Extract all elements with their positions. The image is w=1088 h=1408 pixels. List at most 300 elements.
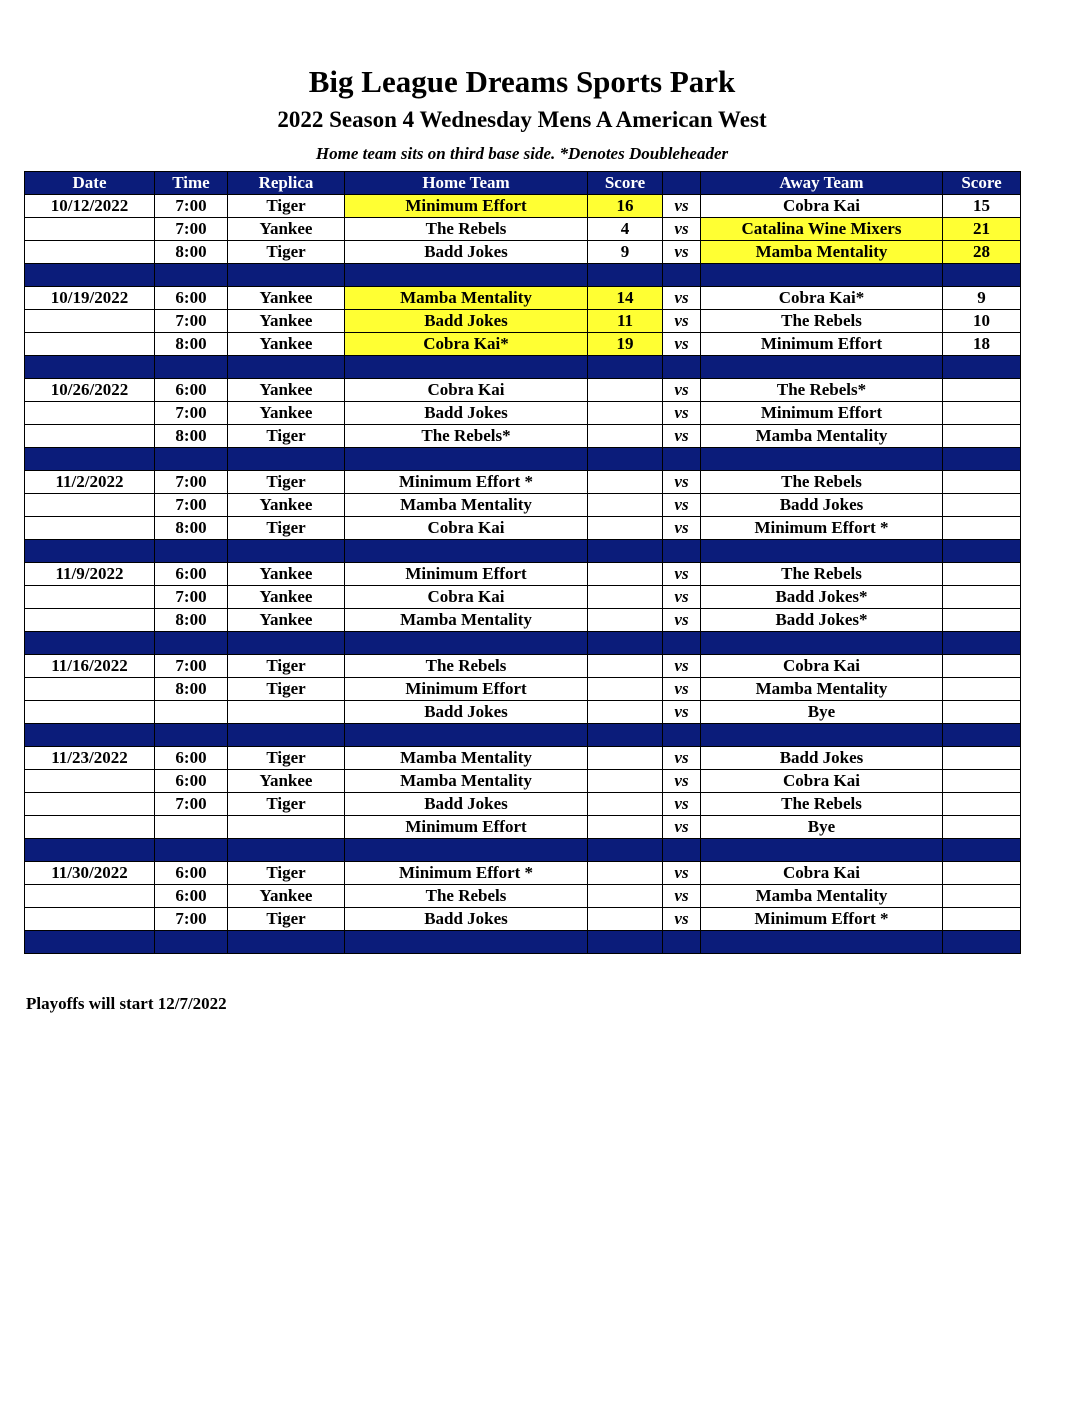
vs-cell: vs — [663, 287, 701, 310]
separator-cell — [943, 632, 1021, 655]
away-team-cell: Badd Jokes — [701, 494, 943, 517]
time-cell: 7:00 — [155, 586, 228, 609]
away-team-cell: Mamba Mentality — [701, 241, 943, 264]
separator-cell — [588, 264, 663, 287]
separator-cell — [228, 632, 345, 655]
column-header-replica: Replica — [228, 172, 345, 195]
column-header-away-score: Score — [943, 172, 1021, 195]
time-cell: 7:00 — [155, 310, 228, 333]
time-cell: 8:00 — [155, 425, 228, 448]
separator-cell — [943, 839, 1021, 862]
home-score-cell — [588, 563, 663, 586]
table-row — [25, 195, 1021, 218]
home-team-cell: Mamba Mentality — [345, 770, 588, 793]
vs-cell: vs — [663, 333, 701, 356]
separator-cell — [701, 632, 943, 655]
separator-cell — [943, 448, 1021, 471]
separator-cell — [25, 839, 155, 862]
away-score-cell: 9 — [943, 287, 1021, 310]
away-team-cell: Badd Jokes* — [701, 586, 943, 609]
table-row — [25, 908, 1021, 931]
time-cell: 7:00 — [155, 471, 228, 494]
replica-cell: Tiger — [228, 678, 345, 701]
separator-cell — [663, 724, 701, 747]
schedule-table — [24, 171, 1021, 954]
home-score-cell — [588, 655, 663, 678]
time-cell: 7:00 — [155, 195, 228, 218]
separator-cell — [943, 540, 1021, 563]
table-row — [25, 517, 1021, 540]
separator-cell — [228, 540, 345, 563]
away-score-cell — [943, 701, 1021, 724]
date-cell — [25, 701, 155, 724]
vs-cell: vs — [663, 793, 701, 816]
replica-cell: Tiger — [228, 655, 345, 678]
column-header-home-score: Score — [588, 172, 663, 195]
vs-cell: vs — [663, 747, 701, 770]
time-cell: 7:00 — [155, 402, 228, 425]
separator-cell — [25, 264, 155, 287]
date-cell — [25, 402, 155, 425]
replica-cell — [228, 701, 345, 724]
home-score-cell: 19 — [588, 333, 663, 356]
separator-cell — [588, 632, 663, 655]
time-cell: 6:00 — [155, 770, 228, 793]
separator-cell — [345, 356, 588, 379]
separator-cell — [588, 356, 663, 379]
time-cell: 6:00 — [155, 287, 228, 310]
replica-cell: Yankee — [228, 885, 345, 908]
away-team-cell: Minimum Effort — [701, 333, 943, 356]
table-row — [25, 287, 1021, 310]
home-score-cell — [588, 402, 663, 425]
separator-cell — [588, 724, 663, 747]
home-score-cell — [588, 793, 663, 816]
separator-cell — [943, 356, 1021, 379]
away-team-cell: The Rebels — [701, 471, 943, 494]
time-cell: 7:00 — [155, 793, 228, 816]
away-score-cell — [943, 586, 1021, 609]
home-score-cell — [588, 586, 663, 609]
doubleheader-note: Home team sits on third base side. *Denotes Doubleheader — [315, 144, 729, 163]
home-score-cell — [588, 517, 663, 540]
date-cell: 11/2/2022 — [25, 471, 155, 494]
away-team-cell: Cobra Kai* — [701, 287, 943, 310]
column-header-away-team: Away Team — [701, 172, 943, 195]
vs-cell: vs — [663, 678, 701, 701]
away-team-cell: The Rebels — [701, 793, 943, 816]
time-cell: 6:00 — [155, 379, 228, 402]
home-team-cell: Minimum Effort — [345, 678, 588, 701]
separator-cell — [701, 356, 943, 379]
time-cell: 7:00 — [155, 218, 228, 241]
replica-cell — [228, 816, 345, 839]
home-team-cell: Mamba Mentality — [345, 494, 588, 517]
date-cell — [25, 609, 155, 632]
time-cell: 8:00 — [155, 517, 228, 540]
time-cell: 7:00 — [155, 494, 228, 517]
separator-cell — [228, 356, 345, 379]
home-score-cell: 4 — [588, 218, 663, 241]
home-team-cell: Cobra Kai* — [345, 333, 588, 356]
home-team-cell: Badd Jokes — [345, 908, 588, 931]
date-cell: 10/26/2022 — [25, 379, 155, 402]
column-header-home-team: Home Team — [345, 172, 588, 195]
separator-cell — [663, 540, 701, 563]
vs-cell: vs — [663, 885, 701, 908]
replica-cell: Tiger — [228, 908, 345, 931]
home-score-cell: 16 — [588, 195, 663, 218]
separator-cell — [701, 931, 943, 954]
away-score-cell — [943, 379, 1021, 402]
separator-cell — [155, 540, 228, 563]
date-cell — [25, 908, 155, 931]
home-score-cell — [588, 816, 663, 839]
date-cell — [25, 586, 155, 609]
vs-cell: vs — [663, 425, 701, 448]
away-score-cell — [943, 816, 1021, 839]
vs-cell: vs — [663, 862, 701, 885]
vs-cell: vs — [663, 701, 701, 724]
home-team-cell: Mamba Mentality — [345, 287, 588, 310]
table-row — [25, 310, 1021, 333]
separator-cell — [155, 839, 228, 862]
separator-cell — [25, 632, 155, 655]
away-team-cell: Mamba Mentality — [701, 425, 943, 448]
separator-cell — [588, 931, 663, 954]
time-cell — [155, 816, 228, 839]
away-score-cell — [943, 563, 1021, 586]
replica-cell: Tiger — [228, 793, 345, 816]
away-score-cell — [943, 862, 1021, 885]
home-score-cell — [588, 862, 663, 885]
time-cell: 8:00 — [155, 333, 228, 356]
separator-cell — [228, 724, 345, 747]
replica-cell: Yankee — [228, 310, 345, 333]
date-cell: 11/23/2022 — [25, 747, 155, 770]
away-team-cell: Mamba Mentality — [701, 885, 943, 908]
separator-cell — [228, 839, 345, 862]
replica-cell: Yankee — [228, 586, 345, 609]
date-cell — [25, 310, 155, 333]
separator-cell — [25, 356, 155, 379]
vs-cell: vs — [663, 770, 701, 793]
replica-cell: Tiger — [228, 471, 345, 494]
home-team-cell: Badd Jokes — [345, 701, 588, 724]
separator-cell — [345, 540, 588, 563]
away-score-cell — [943, 885, 1021, 908]
table-row — [25, 241, 1021, 264]
home-team-cell: Mamba Mentality — [345, 609, 588, 632]
home-team-cell: Cobra Kai — [345, 517, 588, 540]
home-score-cell — [588, 701, 663, 724]
away-score-cell — [943, 747, 1021, 770]
date-cell: 11/9/2022 — [25, 563, 155, 586]
replica-cell: Yankee — [228, 494, 345, 517]
time-cell: 6:00 — [155, 563, 228, 586]
home-team-cell: Minimum Effort — [345, 195, 588, 218]
separator-cell — [943, 931, 1021, 954]
away-score-cell — [943, 471, 1021, 494]
away-team-cell: Bye — [701, 701, 943, 724]
away-team-cell: Cobra Kai — [701, 195, 943, 218]
home-score-cell — [588, 425, 663, 448]
separator-cell — [25, 540, 155, 563]
away-team-cell: Minimum Effort * — [701, 908, 943, 931]
away-team-cell: The Rebels — [701, 310, 943, 333]
table-row — [25, 862, 1021, 885]
table-row — [25, 701, 1021, 724]
playoffs-note: Playoffs will start 12/7/2022 — [26, 994, 227, 1013]
vs-cell: vs — [663, 816, 701, 839]
table-row — [25, 586, 1021, 609]
away-score-cell: 10 — [943, 310, 1021, 333]
date-cell — [25, 816, 155, 839]
vs-cell: vs — [663, 241, 701, 264]
home-team-cell: Minimum Effort — [345, 816, 588, 839]
table-row — [25, 609, 1021, 632]
date-cell — [25, 885, 155, 908]
away-score-cell — [943, 908, 1021, 931]
home-team-cell: Badd Jokes — [345, 310, 588, 333]
week-separator-row — [25, 448, 1021, 471]
table-row — [25, 747, 1021, 770]
replica-cell: Tiger — [228, 241, 345, 264]
away-team-cell: Bye — [701, 816, 943, 839]
separator-cell — [228, 264, 345, 287]
time-cell: 6:00 — [155, 862, 228, 885]
table-row — [25, 471, 1021, 494]
separator-cell — [155, 448, 228, 471]
date-cell — [25, 678, 155, 701]
away-score-cell: 15 — [943, 195, 1021, 218]
away-score-cell: 18 — [943, 333, 1021, 356]
table-row — [25, 563, 1021, 586]
replica-cell: Yankee — [228, 563, 345, 586]
home-team-cell: Cobra Kai — [345, 586, 588, 609]
separator-cell — [345, 724, 588, 747]
away-team-cell: Cobra Kai — [701, 770, 943, 793]
replica-cell: Yankee — [228, 609, 345, 632]
separator-cell — [701, 540, 943, 563]
away-score-cell: 28 — [943, 241, 1021, 264]
vs-cell: vs — [663, 908, 701, 931]
week-separator-row — [25, 931, 1021, 954]
table-row — [25, 402, 1021, 425]
date-cell: 11/16/2022 — [25, 655, 155, 678]
separator-cell — [701, 839, 943, 862]
table-row — [25, 333, 1021, 356]
away-score-cell — [943, 609, 1021, 632]
separator-cell — [155, 264, 228, 287]
home-score-cell — [588, 678, 663, 701]
home-team-cell: Badd Jokes — [345, 402, 588, 425]
table-row — [25, 793, 1021, 816]
table-row — [25, 379, 1021, 402]
date-cell — [25, 494, 155, 517]
replica-cell: Yankee — [228, 379, 345, 402]
separator-cell — [701, 724, 943, 747]
away-score-cell — [943, 678, 1021, 701]
column-header-vs — [663, 172, 701, 195]
replica-cell: Yankee — [228, 218, 345, 241]
date-cell — [25, 517, 155, 540]
separator-cell — [345, 931, 588, 954]
table-row — [25, 425, 1021, 448]
separator-cell — [25, 931, 155, 954]
vs-cell: vs — [663, 195, 701, 218]
separator-cell — [663, 356, 701, 379]
replica-cell: Tiger — [228, 195, 345, 218]
away-team-cell: Minimum Effort * — [701, 517, 943, 540]
week-separator-row — [25, 264, 1021, 287]
date-cell — [25, 241, 155, 264]
vs-cell: vs — [663, 609, 701, 632]
away-score-cell — [943, 425, 1021, 448]
away-team-cell: Cobra Kai — [701, 655, 943, 678]
date-cell — [25, 793, 155, 816]
away-team-cell: The Rebels* — [701, 379, 943, 402]
replica-cell: Yankee — [228, 333, 345, 356]
vs-cell: vs — [663, 218, 701, 241]
week-separator-row — [25, 632, 1021, 655]
replica-cell: Tiger — [228, 425, 345, 448]
separator-cell — [25, 724, 155, 747]
home-team-cell: Minimum Effort * — [345, 862, 588, 885]
away-team-cell: Catalina Wine Mixers — [701, 218, 943, 241]
column-header-time: Time — [155, 172, 228, 195]
time-cell: 8:00 — [155, 678, 228, 701]
separator-cell — [155, 356, 228, 379]
vs-cell: vs — [663, 563, 701, 586]
separator-cell — [663, 931, 701, 954]
vs-cell: vs — [663, 379, 701, 402]
date-cell — [25, 333, 155, 356]
page-subtitle: 2022 Season 4 Wednesday Mens A American West — [277, 107, 767, 132]
home-score-cell — [588, 379, 663, 402]
replica-cell: Yankee — [228, 770, 345, 793]
home-score-cell — [588, 770, 663, 793]
week-separator-row — [25, 540, 1021, 563]
date-cell: 10/12/2022 — [25, 195, 155, 218]
away-team-cell: The Rebels — [701, 563, 943, 586]
separator-cell — [25, 448, 155, 471]
week-separator-row — [25, 356, 1021, 379]
separator-cell — [701, 264, 943, 287]
date-cell: 11/30/2022 — [25, 862, 155, 885]
time-cell: 6:00 — [155, 885, 228, 908]
home-score-cell: 11 — [588, 310, 663, 333]
date-cell: 10/19/2022 — [25, 287, 155, 310]
page-title: Big League Dreams Sports Park — [308, 64, 736, 99]
away-score-cell — [943, 793, 1021, 816]
separator-cell — [588, 448, 663, 471]
away-team-cell: Mamba Mentality — [701, 678, 943, 701]
vs-cell: vs — [663, 310, 701, 333]
replica-cell: Tiger — [228, 517, 345, 540]
away-score-cell — [943, 402, 1021, 425]
separator-cell — [345, 632, 588, 655]
home-team-cell: Badd Jokes — [345, 793, 588, 816]
away-score-cell — [943, 517, 1021, 540]
table-row — [25, 816, 1021, 839]
table-row — [25, 678, 1021, 701]
vs-cell: vs — [663, 586, 701, 609]
home-team-cell: The Rebels — [345, 218, 588, 241]
table-row — [25, 218, 1021, 241]
table-row — [25, 494, 1021, 517]
away-team-cell: Badd Jokes* — [701, 609, 943, 632]
vs-cell: vs — [663, 402, 701, 425]
home-score-cell — [588, 494, 663, 517]
vs-cell: vs — [663, 471, 701, 494]
date-cell — [25, 425, 155, 448]
table-row — [25, 770, 1021, 793]
separator-cell — [155, 632, 228, 655]
away-team-cell: Cobra Kai — [701, 862, 943, 885]
separator-cell — [345, 448, 588, 471]
replica-cell: Yankee — [228, 287, 345, 310]
date-cell — [25, 218, 155, 241]
home-team-cell: The Rebels — [345, 655, 588, 678]
away-score-cell — [943, 494, 1021, 517]
separator-cell — [943, 724, 1021, 747]
separator-cell — [663, 632, 701, 655]
table-header-row — [25, 172, 1021, 195]
away-team-cell: Badd Jokes — [701, 747, 943, 770]
home-team-cell: Minimum Effort — [345, 563, 588, 586]
date-cell — [25, 770, 155, 793]
separator-cell — [228, 931, 345, 954]
home-score-cell — [588, 609, 663, 632]
home-team-cell: The Rebels — [345, 885, 588, 908]
separator-cell — [588, 540, 663, 563]
week-separator-row — [25, 839, 1021, 862]
vs-cell: vs — [663, 494, 701, 517]
home-team-cell: Cobra Kai — [345, 379, 588, 402]
time-cell: 6:00 — [155, 747, 228, 770]
separator-cell — [228, 448, 345, 471]
replica-cell: Tiger — [228, 862, 345, 885]
week-separator-row — [25, 724, 1021, 747]
time-cell: 7:00 — [155, 655, 228, 678]
separator-cell — [588, 839, 663, 862]
home-team-cell: Mamba Mentality — [345, 747, 588, 770]
home-score-cell — [588, 908, 663, 931]
separator-cell — [943, 264, 1021, 287]
separator-cell — [663, 448, 701, 471]
away-score-cell — [943, 770, 1021, 793]
time-cell: 7:00 — [155, 908, 228, 931]
separator-cell — [345, 839, 588, 862]
home-score-cell — [588, 885, 663, 908]
separator-cell — [345, 264, 588, 287]
time-cell: 8:00 — [155, 241, 228, 264]
replica-cell: Tiger — [228, 747, 345, 770]
separator-cell — [701, 448, 943, 471]
home-score-cell: 14 — [588, 287, 663, 310]
home-team-cell: The Rebels* — [345, 425, 588, 448]
home-team-cell: Minimum Effort * — [345, 471, 588, 494]
home-score-cell: 9 — [588, 241, 663, 264]
table-row — [25, 885, 1021, 908]
time-cell — [155, 701, 228, 724]
replica-cell: Yankee — [228, 402, 345, 425]
away-score-cell — [943, 655, 1021, 678]
vs-cell: vs — [663, 655, 701, 678]
separator-cell — [155, 931, 228, 954]
home-team-cell: Badd Jokes — [345, 241, 588, 264]
